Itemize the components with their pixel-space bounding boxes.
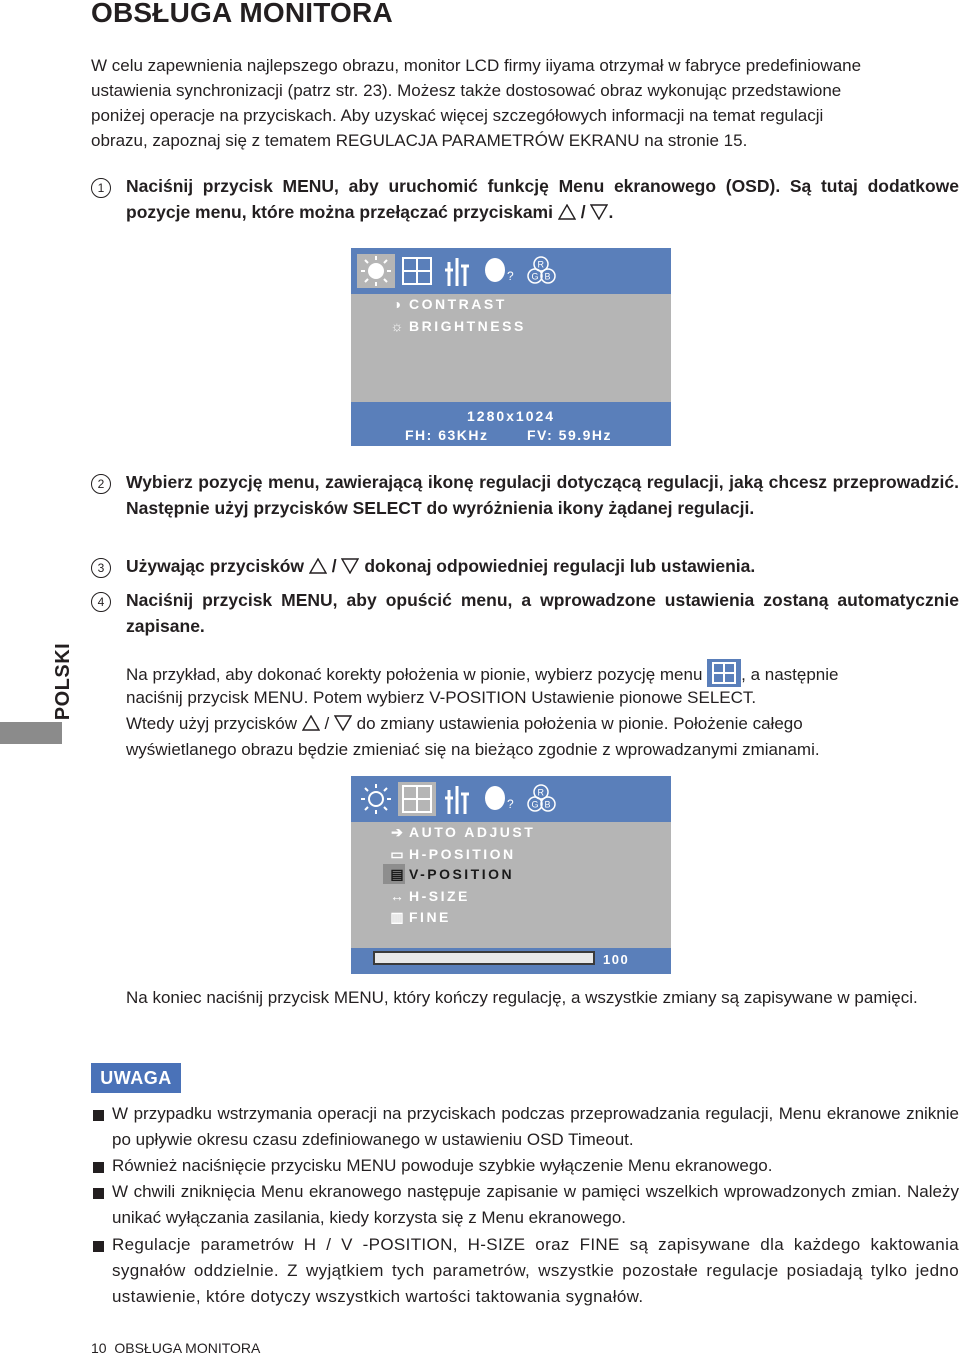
image-adjust-icon <box>707 659 741 687</box>
h-position-icon: ▭ <box>390 846 404 862</box>
setup-tools-icon <box>445 258 469 286</box>
osd-level-fill <box>375 953 593 963</box>
language-side-tab: POLSKI <box>52 642 75 721</box>
osd-level-track <box>373 951 595 965</box>
auto-adjust-icon: ➔ <box>391 824 403 840</box>
step-number: 3 <box>91 553 115 579</box>
intro-line: obrazu, zapoznaj się z tematem REGULACJA PARAMETRÓW EKRANU na stronie 15. <box>91 131 748 150</box>
step-2 <box>91 469 959 521</box>
side-tab-bar <box>0 722 62 744</box>
osd-menu-picture <box>351 776 671 974</box>
up-triangle-icon <box>302 715 320 731</box>
osd-resolution: 1280x1024 <box>467 408 556 424</box>
osd-icon-bar <box>351 248 671 294</box>
example-line-4: wyświetlanego obrazu będzie zmieniać się na bieżąco zgodnie z wprowadzanymi zmianami. <box>126 740 820 759</box>
footer-section: OBSŁUGA MONITORA <box>114 1340 261 1356</box>
note-item: Regulacje parametrów H / V -POSITION, H-SIZE oraz FINE są zapisywane dla każdego kaktowania sygnałów oddzielnie. Z wyjątkiem tych parametrów, wszystkie pozostałe regulacje posiadają tylko jedno ustawienie, które dotyczy wszystkich wartości taktowania sygnałów. <box>91 1232 959 1310</box>
v-position-icon: ▤ <box>390 866 404 882</box>
osd-menu-picture <box>351 248 671 446</box>
closing-paragraph: Na koniec naciśnij przycisk MENU, który kończy regulację, a wszystkie zmiany są zapisywane w pamięci. <box>126 988 918 1007</box>
up-triangle-icon <box>558 204 576 220</box>
svg-text:?: ? <box>507 269 514 283</box>
step-text: Używając przycisków / dokonaj odpowiedniej regulacji lub ustawienia. <box>126 556 756 576</box>
step-3 <box>91 553 959 579</box>
osd-hfreq: FH: 63KHz <box>405 427 489 443</box>
language-icon <box>485 258 514 283</box>
fine-icon: ▥ <box>390 909 404 925</box>
osd-status-bar <box>351 402 671 446</box>
page-number: 10 <box>91 1340 107 1356</box>
osd-item-brightness: ☼ BRIGHTNESS <box>390 318 526 334</box>
intro-line: ustawienia synchronizacji (patrz str. 23). Możesz także dostosować obraz wykonując przedstawione <box>91 81 842 100</box>
color-rgb-icon <box>528 257 555 283</box>
osd-level-value: 100 <box>603 952 630 967</box>
svg-text:G: G <box>531 799 539 810</box>
example-line-2: naciśnij przycisk MENU. Potem wybierz V-POSITION Ustawienie pionowe SELECT. <box>126 688 757 707</box>
step-1 <box>91 173 959 225</box>
note-item: W chwili zniknięcia Menu ekranowego następuje zapisanie w pamięci wszelkich wprowadzonych zmian. Należy unikać wyłączania zasilania, kiedy korzysta się z Menu ekranowego. <box>91 1179 959 1231</box>
step-text: Naciśnij przycisk MENU, aby opuścić menu, a wprowadzone ustawienia zostaną automatycznie zapisane. <box>126 590 959 636</box>
svg-text:G: G <box>531 271 539 282</box>
step-text: Wybierz pozycję menu, zawierającą ikonę regulacji dotyczącą regulacji, jaką chcesz przeprowadzić. Następnie użyj przycisków SELECT do wyróżnienia ikony żądanej regulacji. <box>126 472 959 518</box>
osd-value-bar <box>351 948 671 974</box>
example-line-3: Wtedy użyj przycisków / do zmiany ustawienia położenia w pionie. Położenie całego <box>126 714 803 733</box>
osd-item-contrast: ◑ CONTRAST <box>389 296 507 312</box>
h-size-icon: ↔ <box>390 888 404 904</box>
bullet-square-icon <box>93 1188 104 1199</box>
step-text: Naciśnij przycisk MENU, aby uruchomić funkcję Menu ekranowego (OSD). Są tutaj dodatkowe pozycje menu, które można przełączać przyciskami / . <box>126 176 959 222</box>
page-footer <box>91 1340 260 1356</box>
down-triangle-icon <box>341 558 359 574</box>
brightness-icon: ☼ <box>390 318 404 334</box>
osd-vfreq: FV: 59.9Hz <box>527 427 613 443</box>
down-triangle-icon <box>334 715 352 731</box>
svg-text:?: ? <box>507 797 514 811</box>
note-heading: UWAGA <box>91 1063 181 1093</box>
intro-line: poniżej operacje na przyciskach. Aby uzyskać więcej szczegółowych informacji na temat regulacji <box>91 106 824 125</box>
svg-text:R: R <box>537 787 544 798</box>
step-number: 4 <box>91 587 115 613</box>
note-item: W przypadku wstrzymania operacji na przyciskach podczas przeprowadzania regulacji, Menu ekranowe zniknie po upływie okresu czasu zdefiniowanego w ustawieniu OSD Timeout. <box>91 1101 959 1153</box>
step-number: 1 <box>91 173 115 199</box>
osd-icon-bar <box>351 776 671 822</box>
image-adjust-icon <box>403 258 431 284</box>
up-triangle-icon <box>309 558 327 574</box>
osd-item-h-position: ▭ H-POSITION <box>390 846 516 862</box>
step-number: 2 <box>91 469 115 495</box>
osd-item-auto-adjust: ➔ AUTO ADJUST <box>389 824 535 841</box>
osd-item-v-position: ▤ V-POSITION <box>390 866 515 882</box>
down-triangle-icon <box>590 204 608 220</box>
svg-text:B: B <box>544 271 551 282</box>
language-icon <box>485 786 514 811</box>
color-rgb-icon <box>528 785 555 811</box>
intro-line: W celu zapewnienia najlepszego obrazu, monitor LCD firmy iiyama otrzymał w fabryce predefiniowane <box>91 56 862 75</box>
bullet-square-icon <box>93 1162 104 1173</box>
contrast-icon: ◑ <box>392 296 402 312</box>
example-line-1: Na przykład, aby dokonać korekty położenia w pionie, wybierz pozycję menu , a następnie <box>126 659 959 688</box>
brightness-icon <box>361 784 391 814</box>
setup-tools-icon <box>445 786 469 814</box>
note-item: Również naciśnięcie przycisku MENU powoduje szybkie wyłączenie Menu ekranowego. <box>91 1153 959 1179</box>
bullet-square-icon <box>93 1110 104 1121</box>
step-4 <box>91 587 959 639</box>
page-title: OBSŁUGA MONITORA <box>91 0 393 28</box>
svg-text:B: B <box>544 799 551 810</box>
bullet-square-icon <box>93 1241 104 1252</box>
svg-text:R: R <box>537 259 544 270</box>
osd-item-h-size: ↔ H-SIZE <box>390 888 470 904</box>
osd-item-fine: ▥ FINE <box>390 909 451 925</box>
